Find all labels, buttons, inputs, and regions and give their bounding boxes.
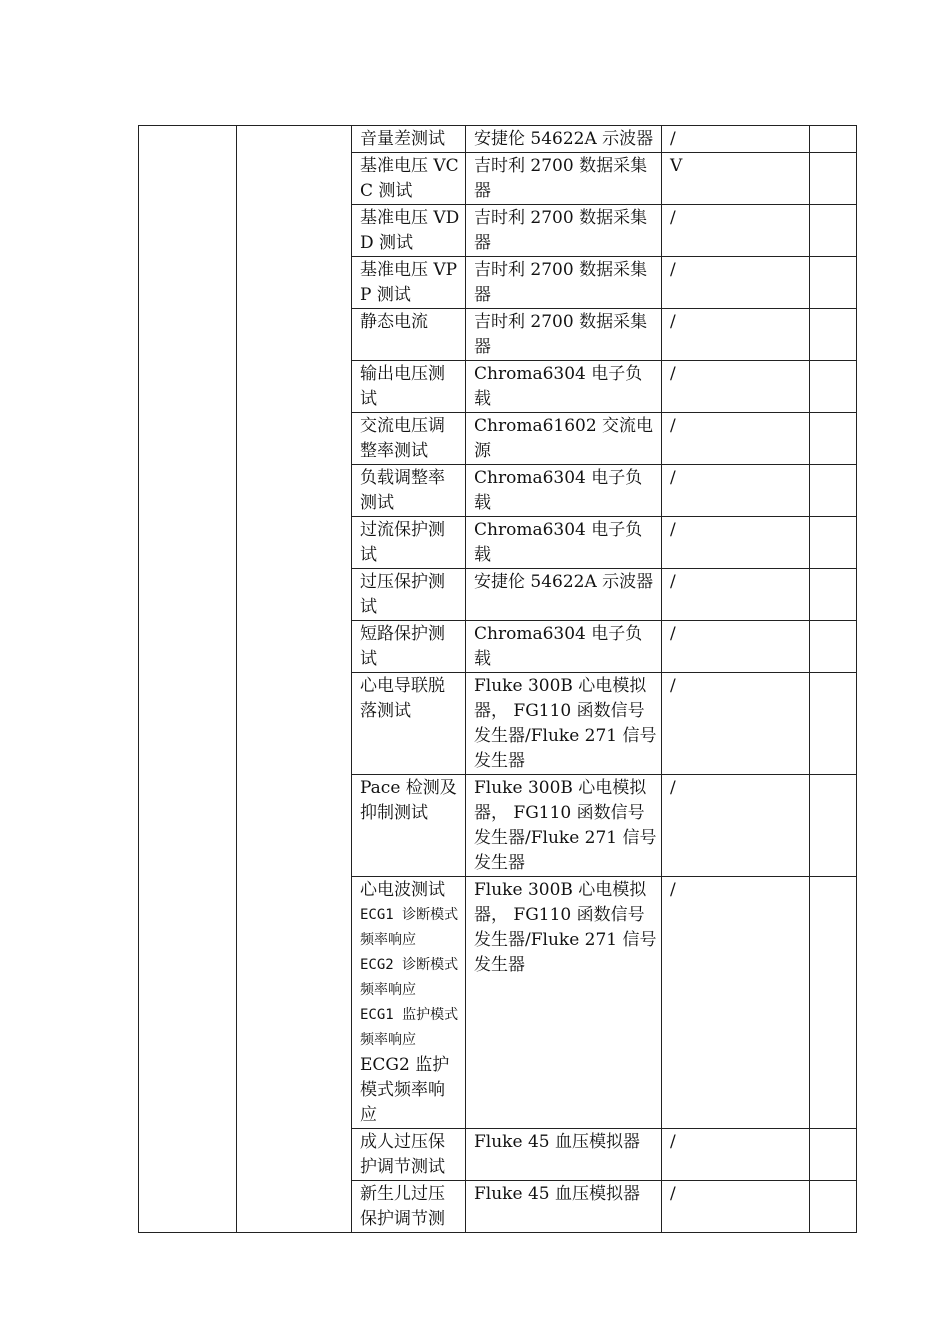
- test-item-cell: 静态电流: [352, 309, 466, 361]
- test-item-cell: 成人过压保护调节测试: [352, 1129, 466, 1181]
- test-item-cell: 输出电压测试: [352, 361, 466, 413]
- equipment-cell: 安捷伦 54622A 示波器: [466, 126, 662, 153]
- mark-cell: /: [662, 205, 810, 257]
- equipment-cell: 安捷伦 54622A 示波器: [466, 569, 662, 621]
- mark-cell: /: [662, 621, 810, 673]
- test-sub-line: ECG1 诊断模式频率响应: [360, 907, 459, 948]
- equipment-cell: Chroma6304 电子负载: [466, 621, 662, 673]
- table-row: [139, 126, 857, 153]
- empty-cell: [810, 153, 857, 205]
- mark-cell: V: [662, 153, 810, 205]
- equipment-cell: 吉时利 2700 数据采集器: [466, 257, 662, 309]
- test-item-cell: 基准电压 VPP 测试: [352, 257, 466, 309]
- mark-cell: /: [662, 126, 810, 153]
- empty-cell: [810, 126, 857, 153]
- test-item-cell: 基准电压 VDD 测试: [352, 205, 466, 257]
- equipment-cell: Fluke 300B 心电模拟器， FG110 函数信号发生器/Fluke 271 信号发生器: [466, 775, 662, 877]
- test-item-title: 心电波测试: [360, 880, 445, 900]
- test-sub-line: ECG2 诊断模式频率响应: [360, 957, 459, 998]
- test-item-cell: 音量差测试: [352, 126, 466, 153]
- test-sub-line: ECG1 监护模式频率响应: [360, 1007, 459, 1048]
- empty-cell: [810, 257, 857, 309]
- equipment-cell: Chroma6304 电子负载: [466, 465, 662, 517]
- mark-cell: /: [662, 413, 810, 465]
- equipment-cell: Chroma61602 交流电源: [466, 413, 662, 465]
- empty-cell: [810, 775, 857, 877]
- equipment-cell: 吉时利 2700 数据采集器: [466, 205, 662, 257]
- test-equipment-table: [138, 125, 857, 1233]
- empty-cell: [810, 361, 857, 413]
- test-item-cell: 短路保护测试: [352, 621, 466, 673]
- merged-empty-cell-2: [237, 126, 352, 1233]
- test-item-cell: Pace 检测及抑制测试: [352, 775, 466, 877]
- equipment-cell: 吉时利 2700 数据采集器: [466, 309, 662, 361]
- empty-cell: [810, 517, 857, 569]
- test-item-cell: 负载调整率测试: [352, 465, 466, 517]
- test-item-cell: [352, 877, 466, 1129]
- equipment-cell: Chroma6304 电子负载: [466, 517, 662, 569]
- empty-cell: [810, 309, 857, 361]
- equipment-cell: Fluke 45 血压模拟器: [466, 1129, 662, 1181]
- equipment-cell: Fluke 300B 心电模拟器， FG110 函数信号发生器/Fluke 271 信号发生器: [466, 877, 662, 1129]
- empty-cell: [810, 1181, 857, 1233]
- equipment-cell: Chroma6304 电子负载: [466, 361, 662, 413]
- mark-cell: /: [662, 877, 810, 1129]
- mark-cell: /: [662, 361, 810, 413]
- merged-empty-cell-1: [139, 126, 237, 1233]
- test-item-cell: 过压保护测试: [352, 569, 466, 621]
- test-item-cell: 基准电压 VCC 测试: [352, 153, 466, 205]
- empty-cell: [810, 465, 857, 517]
- empty-cell: [810, 877, 857, 1129]
- mark-cell: /: [662, 257, 810, 309]
- equipment-cell: Fluke 45 血压模拟器: [466, 1181, 662, 1233]
- mark-cell: /: [662, 569, 810, 621]
- test-sub-line: ECG2 监护模式频率响应: [360, 1055, 450, 1125]
- empty-cell: [810, 621, 857, 673]
- mark-cell: /: [662, 1181, 810, 1233]
- equipment-cell: Fluke 300B 心电模拟器， FG110 函数信号发生器/Fluke 271 信号发生器: [466, 673, 662, 775]
- empty-cell: [810, 673, 857, 775]
- mark-cell: /: [662, 673, 810, 775]
- empty-cell: [810, 569, 857, 621]
- test-item-cell: 新生儿过压保护调节测: [352, 1181, 466, 1233]
- mark-cell: /: [662, 1129, 810, 1181]
- mark-cell: /: [662, 465, 810, 517]
- empty-cell: [810, 205, 857, 257]
- mark-cell: /: [662, 517, 810, 569]
- empty-cell: [810, 1129, 857, 1181]
- test-item-cell: 心电导联脱落测试: [352, 673, 466, 775]
- test-item-cell: 交流电压调整率测试: [352, 413, 466, 465]
- equipment-cell: 吉时利 2700 数据采集器: [466, 153, 662, 205]
- test-item-cell: 过流保护测试: [352, 517, 466, 569]
- mark-cell: /: [662, 775, 810, 877]
- empty-cell: [810, 413, 857, 465]
- mark-cell: /: [662, 309, 810, 361]
